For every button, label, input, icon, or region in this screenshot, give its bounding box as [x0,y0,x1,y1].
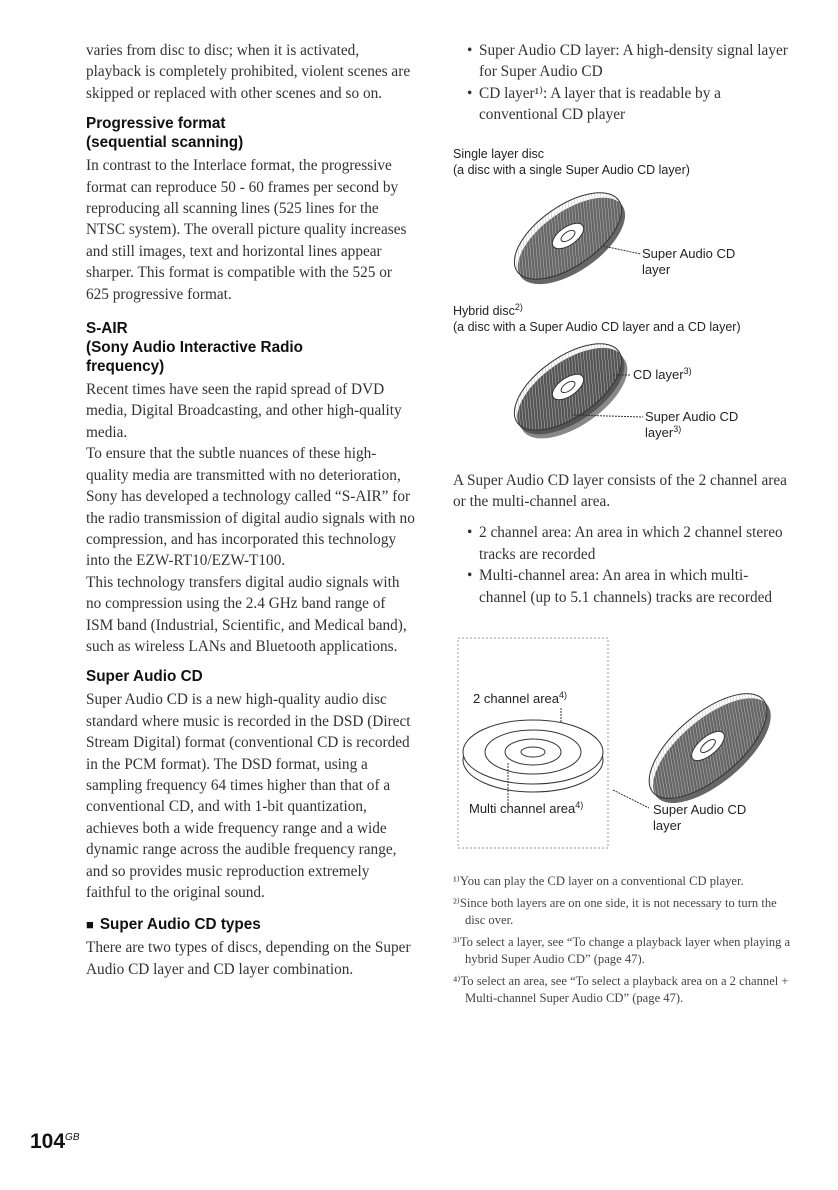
progressive-heading: Progressive format (sequential scanning) [86,115,244,152]
disc-icon [632,675,787,821]
hybrid-disc-caption-1: Hybrid disc$^{2)}$ [453,301,523,318]
sacd-types-paragraph: There are two types of discs, depending on the Super Audio CD layer and CD layer combination. [86,939,411,978]
sacd-heading: Super Audio CD [86,668,203,686]
hybrid-label-layer: layer$^{3)}$ [645,423,682,440]
disc-icon [500,178,639,298]
sair-paragraph-3: This technology transfers digital audio signals with no compression using the 2.4 GHz band range of ISM band (Industrial, Scientific, and Medical band), such as wireless LANs and Bluetooth applications. [86,573,407,655]
footnotes [453,873,793,1008]
list-item: • Multi-channel area: An area in which multi-channel (up to 5.1 channels) tracks are recorded [467,565,793,608]
sair-paragraph-2: To ensure that the subtle nuances of these high-quality media are transmitted with no deterioration, Sony has developed a technology called “S-AIR” for the radio transmission of digital audio signals with no compression, and has incorporated this technology into the EZW-RT10/EZW-T100. [86,445,415,570]
left-column [86,40,416,980]
leader-line [613,790,649,808]
footnote-3: ³⁾To select a layer, see “To change a playback layer when playing a hybrid Super Audio CD” (page 47). [453,934,791,967]
channel-area-illustration [453,628,793,858]
label-sacd-layer-1: Super Audio CD [653,802,747,818]
sacd-types-heading: ■ Super Audio CD types [86,915,416,934]
progressive-paragraph: In contrast to the Interlace format, the progressive format can reproduce 50 - 60 frames per second by reproducing all scanning lines (525 lines for the NTSC system). The overall picture quality increases and still images, text and horizontal lines appear sharper. This format is compatible with the 525 or 625 progressive format. [86,157,407,303]
label-multi-channel-area: Multi channel area$^{4)}$ [469,800,584,817]
list-item: • Super Audio CD layer: A high-density signal layer for Super Audio CD [467,40,793,83]
page-number: $104^{GB}$ [30,1130,80,1153]
intro-paragraph: varies from disc to disc; when it is activated, playback is completely prohibited, violent scenes are skipped or replaced with other scenes and so on. [86,42,411,102]
hybrid-disc-caption-2: (a disc with a Super Audio CD layer and a CD layer) [453,319,741,334]
right-column [453,40,793,1012]
label-2-channel-area: 2 channel area$^{4)}$ [473,690,568,707]
single-label-sacd: Super Audio CD [642,245,736,261]
layer-bullet-list [453,40,793,126]
hybrid-label-sacd: Super Audio CD [645,408,739,424]
list-item: • 2 channel area: An area in which 2 channel stereo tracks are recorded [467,522,793,565]
hybrid-label-cd-layer: CD layer$^{3)}$ [633,365,692,382]
sacd-paragraph: Super Audio CD is a new high-quality audio disc standard where music is recorded in the DSD (Direct Stream Digital) format (conventional CD is recorded in the PCM format). The DSD format, using a sampling frequency 64 times higher than that of a conventional CD, and with 1-bit quantization, achieves both a wide frequency range and a wide dynamic range across the audible frequency range, and so provides music reproduction extremely faithful to the original sound. [86,691,411,901]
label-sacd-layer-2: layer [653,818,682,834]
sair-paragraph-1: Recent times have seen the rapid spread of DVD media, Digital Broadcasting, and other high-quality media. [86,381,402,441]
list-item: • CD layer¹⁾: A layer that is readable by a conventional CD player [467,83,793,126]
footnote-4: ⁴⁾To select an area, see “To select a playback area on a 2 channel + Multi-channel Super Audio CD” (page 47). [453,973,789,1006]
sair-heading: S-AIR (Sony Audio Interactive Radio frequency) [86,320,304,376]
disc-icon [500,335,642,455]
hybrid-disc-illustration [453,335,793,455]
single-layer-disc-illustration [453,178,793,298]
single-label-layer: layer [642,261,671,277]
disc-top-view [463,720,603,792]
channel-bullet-list [453,522,793,608]
channel-intro-paragraph: A Super Audio CD layer consists of the 2 channel area or the multi-channel area. [453,471,787,511]
single-disc-caption-1: Single layer disc [453,146,545,161]
footnote-2: ²⁾Since both layers are on one side, it is not necessary to turn the disc over. [453,895,777,928]
single-disc-caption-2: (a disc with a single Super Audio CD layer) [453,162,690,177]
footnote-1: ¹⁾You can play the CD layer on a conventional CD player. [453,874,744,889]
